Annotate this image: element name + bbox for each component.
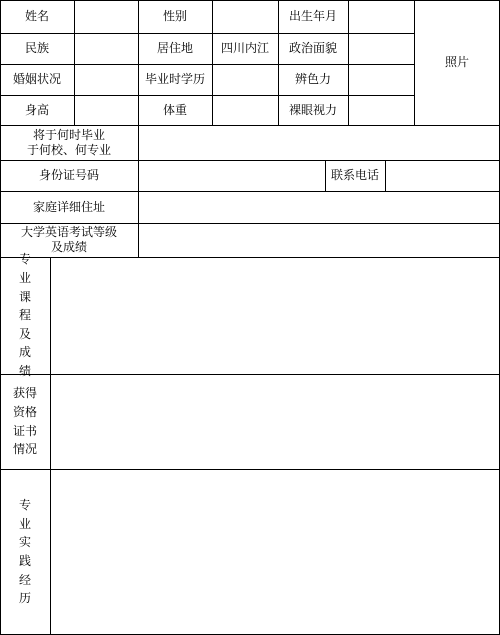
naked-vision-field[interactable] — [348, 95, 414, 125]
weight-field[interactable] — [212, 95, 278, 125]
gender-field[interactable] — [212, 0, 278, 33]
vertical-label-line: 资格 — [12, 404, 37, 419]
vertical-label-line: 绩 — [18, 363, 31, 378]
height-field[interactable] — [74, 95, 138, 125]
marital-field[interactable] — [74, 64, 138, 95]
name-label: 姓名 — [24, 9, 49, 23]
education-field[interactable] — [212, 64, 278, 95]
political-field[interactable] — [348, 33, 414, 64]
english-field[interactable] — [138, 223, 500, 257]
vertical-label-line: 践 — [18, 554, 31, 568]
vertical-label-line: 程 — [18, 308, 31, 323]
vertical-label-line: 业 — [18, 271, 31, 286]
residence-value[interactable]: 四川内江 — [220, 41, 269, 55]
certificates-field[interactable] — [50, 374, 500, 469]
phone-label: 联系电话 — [330, 168, 379, 182]
certificates-label — [0, 374, 50, 469]
vertical-label-line: 及 — [18, 326, 31, 341]
political-label: 政治面貌 — [288, 41, 337, 55]
vertical-label-line: 情况 — [12, 442, 37, 457]
vertical-label-line: 经 — [18, 572, 31, 587]
residence-label: 居住地 — [156, 41, 193, 55]
practice-label — [0, 469, 50, 635]
marital-label: 婚姻状况 — [12, 72, 61, 86]
vertical-label-line: 专 — [18, 498, 31, 513]
address-label: 家庭详细住址 — [32, 199, 105, 214]
id-number-field[interactable] — [138, 160, 325, 191]
birth-field[interactable] — [348, 0, 414, 33]
vertical-label-line: 业 — [18, 516, 31, 531]
photo-box[interactable]: 照片 — [444, 55, 469, 69]
phone-field[interactable] — [385, 160, 500, 191]
ethnicity-field[interactable] — [74, 33, 138, 64]
address-field[interactable] — [138, 191, 500, 223]
graduation-label: 将于何时毕业 于何校、何专业 — [26, 127, 111, 157]
vertical-label-line: 历 — [18, 591, 31, 606]
education-label: 毕业时学历 — [144, 72, 205, 86]
naked-vision-label: 裸眼视力 — [288, 102, 337, 117]
color-vision-field[interactable] — [348, 64, 414, 95]
ethnicity-label: 民族 — [24, 41, 49, 55]
vertical-label-line: 获得 — [12, 386, 37, 401]
weight-label: 体重 — [162, 102, 187, 117]
height-label: 身高 — [24, 102, 49, 117]
vertical-label-line: 证书 — [12, 423, 37, 438]
gender-label: 性别 — [162, 9, 187, 23]
vertical-label-line: 课 — [18, 289, 31, 304]
graduation-field[interactable] — [138, 125, 500, 160]
color-vision-label: 辨色力 — [294, 72, 331, 86]
courses-label — [0, 252, 50, 378]
practice-field[interactable] — [50, 469, 500, 635]
courses-field[interactable] — [50, 257, 500, 374]
birth-label: 出生年月 — [288, 9, 337, 23]
english-label: 大学英语考试等级 及成绩 — [20, 225, 117, 254]
vertical-label-line: 成 — [18, 345, 31, 360]
name-field[interactable] — [74, 0, 138, 33]
id-number-label: 身份证号码 — [38, 168, 99, 182]
vertical-label-line: 实 — [18, 535, 31, 550]
vertical-label-line: 专 — [18, 252, 31, 267]
